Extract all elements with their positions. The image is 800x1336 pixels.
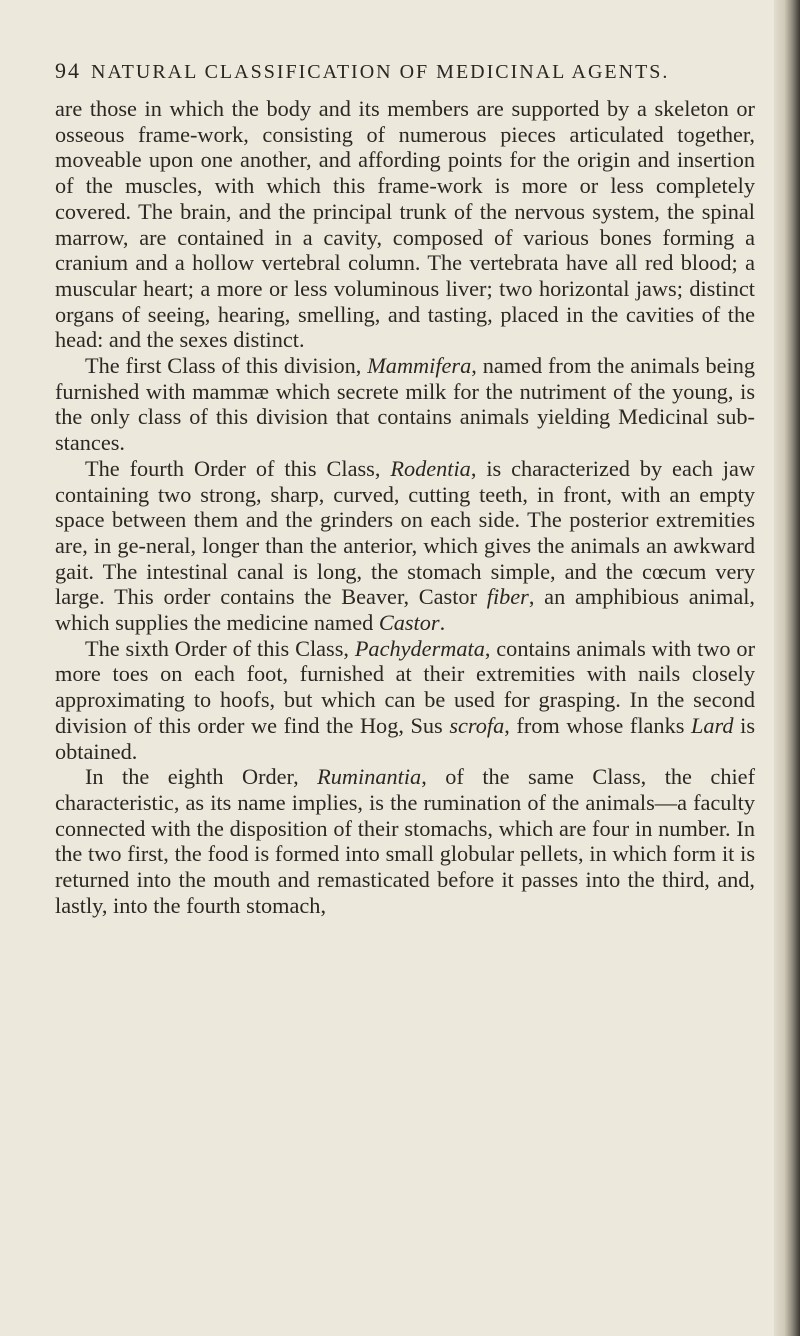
text-run: , of the same Class, the chief characteristic, as its name implies, is the rumination of the animals—a faculty connected with the disposition of their stomachs, which are four in number. In the two first, the food is formed into small globular pellets, in which form it is returned into the mouth and remasticated before it passes into the third, and, lastly, into the fourth stomach, [55, 764, 755, 918]
paragraph [55, 636, 755, 765]
text-run: , an amphibious animal, which supplies the medicine named [55, 584, 756, 636]
body-text [55, 96, 755, 919]
running-header [55, 58, 755, 84]
taxon-name: Rodentia [390, 455, 471, 481]
text-run: , named from the animals being furnished with mammæ which secrete milk for the nutriment of the young, is the only class of this division that contains animals yielding Medicinal sub-stances. [55, 353, 755, 456]
running-title: NATURAL CLASSIFICATION OF MEDICINAL AGENTS. [91, 61, 670, 83]
paragraph [55, 764, 755, 918]
medicine-name: Castor [378, 610, 440, 636]
text-run: The sixth Order of this Class, [85, 635, 355, 661]
text-run: . [439, 610, 446, 636]
text-run: , contains animals with two or more toes on each foot, furnished at their extremities with nails closely approximating to hoofs, but which can be used for grasping. In the second division of this order we find the Hog, Sus [55, 635, 755, 738]
text-run: In the eighth Order, [85, 764, 318, 790]
paragraph [55, 353, 755, 456]
taxon-name: scrofa [449, 712, 505, 738]
text-run: is obtained. [55, 712, 755, 764]
paragraph [55, 456, 755, 636]
taxon-name: fiber [486, 584, 529, 610]
taxon-name: Mammifera [367, 353, 472, 379]
medicine-name: Lard [690, 712, 734, 738]
text-run: are those in which the body and its members are supported by a skeleton or osseous frame-work, consisting of numerous pieces articulated together, moveable upon one another, and affording points for the origin and insertion of the muscles, with which this frame-work is more or less completely covered. The brain, and the principal trunk of the nervous system, the spinal marrow, are contained in a cavity, composed of various bones forming a cranium and a hollow vertebral column. The vertebrata have all red blood; a muscular heart; a more or less voluminous liver; two horizontal jaws; distinct organs of seeing, hearing, smelling, and tasting, placed in the cavities of the head: and the sexes distinct. [55, 96, 755, 353]
paragraph [55, 96, 755, 353]
taxon-name: Pachydermata [354, 635, 485, 661]
text-run: The first Class of this division, [85, 353, 368, 379]
page-edge-shadow [774, 0, 800, 1336]
text-run: The fourth Order of this Class, [85, 455, 391, 481]
taxon-name: Ruminantia [317, 764, 422, 790]
text-run: , is characterized by each jaw containing two strong, sharp, curved, cutting teeth, in front, with an empty space between them and the grinders on each side. The posterior extremities are, in ge-neral, longer than the anterior, which gives the animals an awkward gait. The intestinal canal is long, the stomach simple, and the cœcum very large. This order contains the Beaver, Castor [55, 455, 755, 610]
text-run: , from whose flanks [504, 712, 691, 738]
page-number: 94 [55, 58, 81, 83]
